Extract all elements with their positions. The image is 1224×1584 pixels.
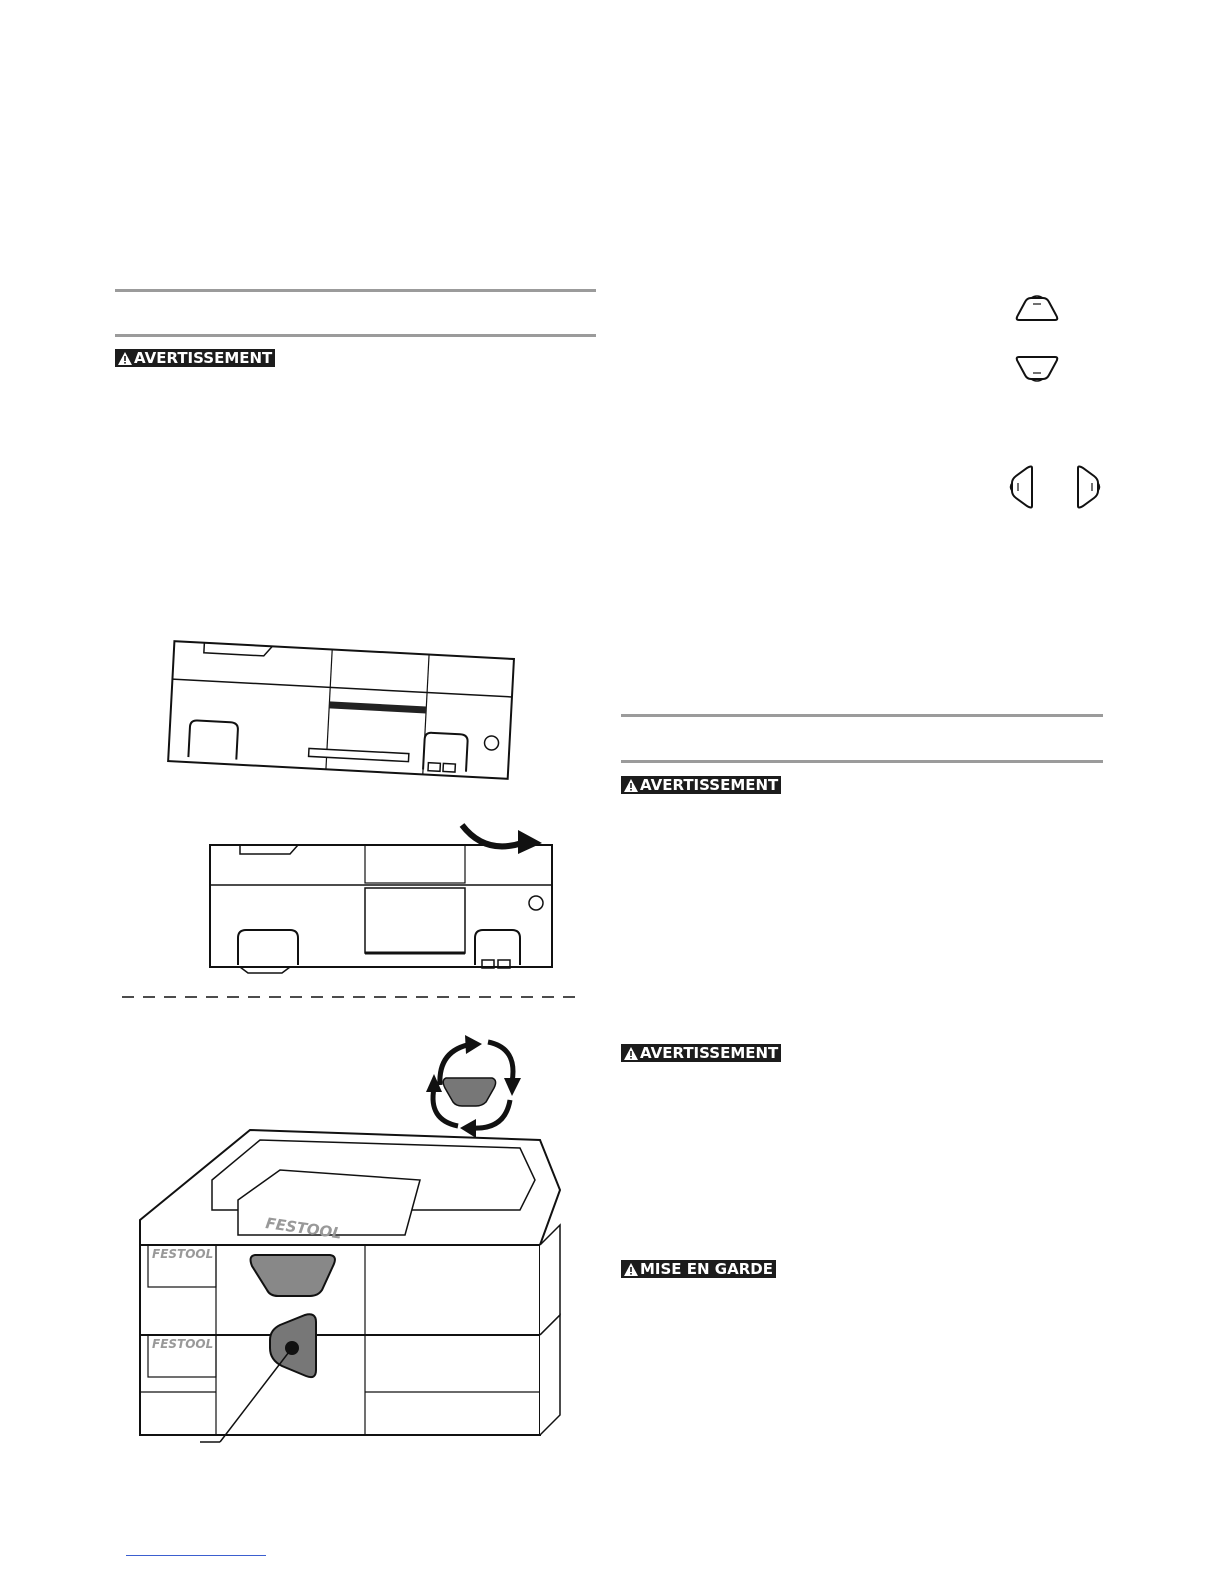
warning-triangle-icon	[623, 778, 639, 793]
section-rule-top-left	[115, 289, 596, 292]
rotate-arrows-icon	[426, 1035, 521, 1138]
latch-up-icon	[1013, 292, 1061, 326]
section-rule-top-right	[621, 714, 1103, 717]
warning-label: AVERTISSEMENT	[640, 776, 779, 794]
bottom-box-brand-text: FESTOOL	[152, 1337, 214, 1351]
warning-label: AVERTISSEMENT	[134, 349, 273, 367]
warning-badge-right-1	[621, 776, 781, 794]
warning-triangle-icon	[623, 1046, 639, 1061]
latch-down-icon	[1013, 352, 1061, 386]
warning-triangle-icon	[117, 351, 133, 366]
warning-triangle-icon	[623, 1262, 639, 1277]
tilted-box	[168, 641, 514, 779]
latch-right-icon	[1072, 464, 1102, 510]
caution-badge-right	[621, 1260, 776, 1278]
figure-separator	[122, 995, 582, 999]
warning-label: AVERTISSEMENT	[640, 1044, 779, 1062]
bottom-box	[210, 845, 552, 973]
lid-brand-text: FESTOOL	[264, 1214, 343, 1243]
stacking-illustration	[150, 640, 570, 980]
section-rule-bottom-left	[115, 334, 596, 337]
section-rule-bottom-right	[621, 760, 1103, 763]
warning-badge-left	[115, 349, 275, 367]
footer-link-underline[interactable]	[126, 1555, 266, 1556]
hinge-arrow	[462, 825, 522, 846]
top-box-brand-text: FESTOOL	[152, 1247, 214, 1261]
latch-left-icon	[1008, 464, 1038, 510]
systainer-latch-illustration	[120, 1030, 580, 1460]
caution-label: MISE EN GARDE	[640, 1260, 773, 1278]
warning-badge-right-2	[621, 1044, 781, 1062]
